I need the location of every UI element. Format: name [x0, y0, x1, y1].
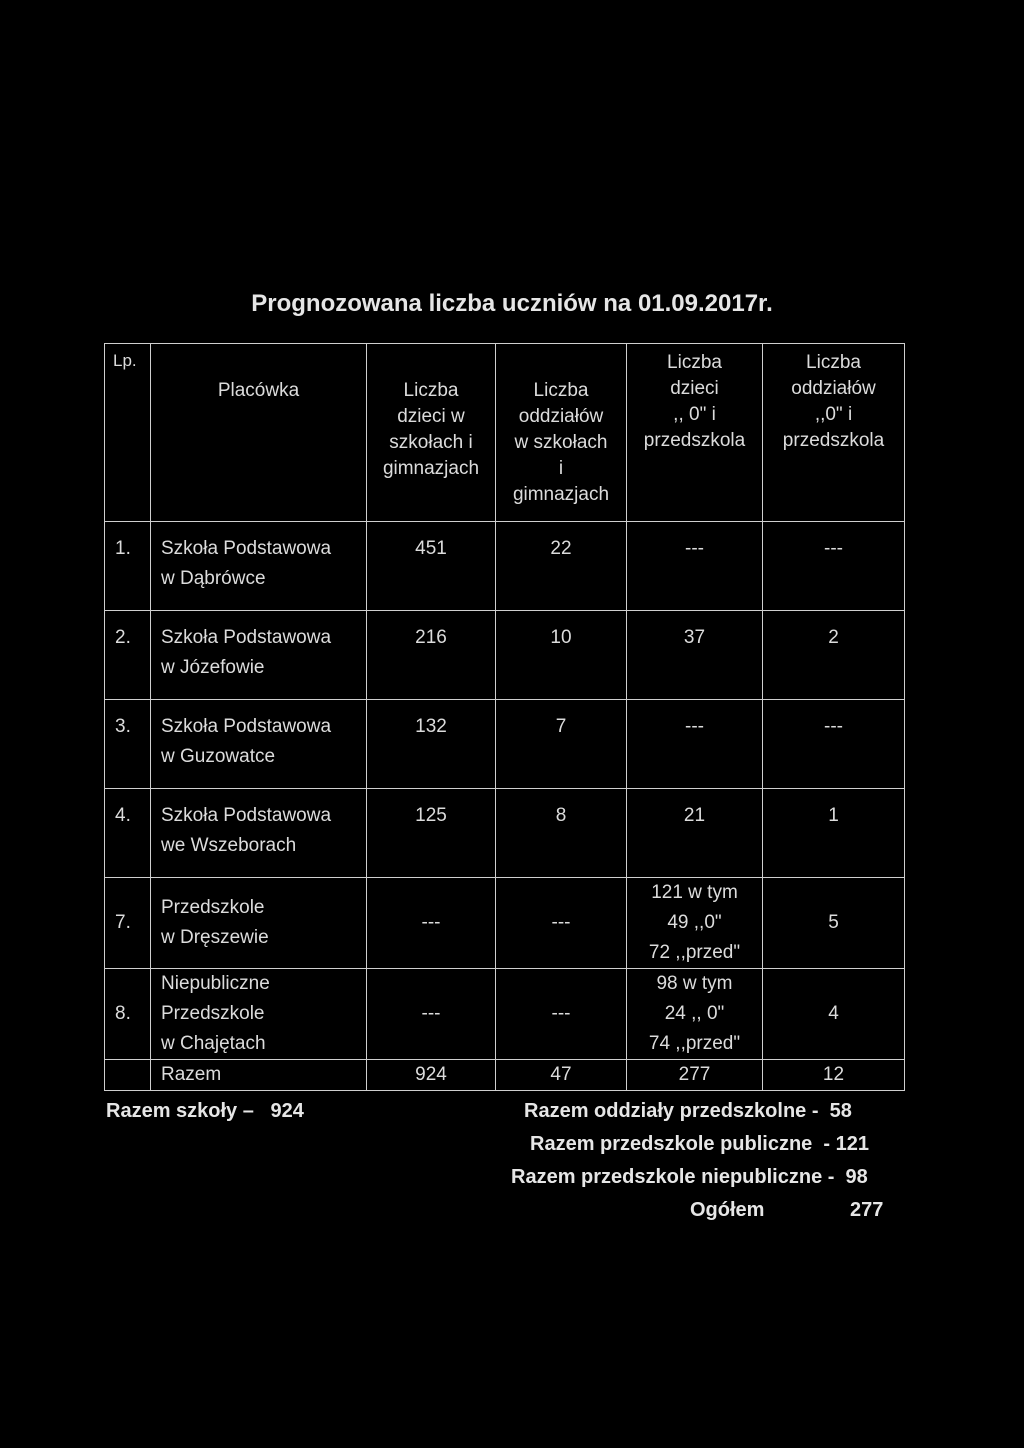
total-children-preschool: 277 [627, 1060, 763, 1091]
cell-children-schools: --- [367, 878, 496, 969]
header-line: i [558, 458, 564, 479]
header-line: Liczba [667, 352, 722, 373]
header-classes-schools [496, 344, 627, 522]
cell-classes-schools: --- [496, 878, 627, 969]
summary-private-preschool: Razem przedszkole niepubliczne - 98 [511, 1166, 868, 1188]
header-line: Liczba [403, 380, 459, 401]
summary-total-label: Ogółem [690, 1199, 765, 1221]
row-institution [151, 700, 367, 789]
cell-children-schools: 216 [367, 611, 496, 700]
institution-line: w Dręszewie [161, 927, 269, 948]
row-institution [151, 878, 367, 969]
cell-classes-schools: 22 [496, 522, 627, 611]
row-number: 7. [105, 878, 151, 969]
table-row [105, 969, 905, 1060]
row-number: 2. [105, 611, 151, 700]
table-row [105, 700, 905, 789]
cell-classes-preschool: 2 [763, 611, 905, 700]
row-number-empty [105, 1060, 151, 1091]
cell-children-schools: --- [367, 969, 496, 1060]
document-title: Prognozowana liczba uczniów na 01.09.2017r. [251, 290, 773, 317]
institution-line: Niepubliczne [161, 973, 270, 994]
cell-classes-schools: 7 [496, 700, 627, 789]
summary-schools: Razem szkoły – 924 [106, 1100, 304, 1122]
institution-line: w Guzowatce [161, 746, 276, 767]
summary-public-preschool: Razem przedszkole publiczne - 121 [530, 1133, 869, 1155]
cell-classes-preschool: --- [763, 522, 905, 611]
total-classes-schools: 47 [496, 1060, 627, 1091]
cell-children-preschool: 37 [627, 611, 763, 700]
header-line: dzieci [670, 378, 719, 399]
header-line: przedszkola [643, 430, 746, 451]
cell-children-preschool: 21 [627, 789, 763, 878]
cell-classes-preschool: 1 [763, 789, 905, 878]
institution-line: w Dąbrówce [161, 568, 266, 589]
row-number: 4. [105, 789, 151, 878]
cell-classes-preschool: 5 [763, 878, 905, 969]
preschool-breakdown-line: 98 w tym [656, 973, 733, 994]
institution-line: Szkoła Podstawowa [161, 627, 332, 648]
header-line: gimnazjach [382, 458, 480, 479]
total-label: Razem [151, 1060, 367, 1091]
table-row [105, 611, 905, 700]
table-row [105, 878, 905, 969]
header-line: oddziałów [791, 378, 876, 399]
total-children-schools: 924 [367, 1060, 496, 1091]
row-institution [151, 611, 367, 700]
header-classes-preschool [763, 344, 905, 522]
header-line: Liczba [533, 380, 589, 401]
cell-children-preschool [627, 878, 763, 969]
preschool-breakdown-line: 74 ,,przed" [648, 1033, 741, 1054]
header-placowka: Placówka [151, 344, 367, 522]
header-line: w szkołach [514, 432, 608, 453]
cell-classes-schools: 8 [496, 789, 627, 878]
cell-children-preschool: --- [627, 700, 763, 789]
cell-children-preschool: --- [627, 522, 763, 611]
total-row [105, 1060, 905, 1091]
institution-line: w Józefowie [161, 657, 265, 678]
cell-classes-preschool: --- [763, 700, 905, 789]
preschool-breakdown-line: 121 w tym [651, 882, 738, 903]
cell-children-schools: 132 [367, 700, 496, 789]
row-number: 3. [105, 700, 151, 789]
preschool-breakdown-line: 49 ,,0" [667, 912, 722, 933]
students-table [104, 343, 905, 1091]
institution-line: w Chajętach [161, 1033, 266, 1054]
institution-line: we Wszeborach [161, 835, 297, 856]
row-institution [151, 522, 367, 611]
cell-classes-preschool: 4 [763, 969, 905, 1060]
header-children-preschool [627, 344, 763, 522]
preschool-breakdown-line: 24 ,, 0" [664, 1003, 725, 1024]
header-line: gimnazjach [512, 484, 610, 505]
institution-line: Przedszkole [161, 1003, 265, 1024]
header-lp: Lp. [105, 344, 151, 522]
cell-children-schools: 125 [367, 789, 496, 878]
total-classes-preschool: 12 [763, 1060, 905, 1091]
summary-preschool-classes: Razem oddziały przedszkolne - 58 [524, 1100, 852, 1122]
institution-line: Szkoła Podstawowa [161, 538, 332, 559]
header-line: szkołach i [389, 432, 473, 453]
summary-total-value: 277 [850, 1199, 884, 1221]
row-number: 8. [105, 969, 151, 1060]
header-line: przedszkola [782, 430, 885, 451]
header-children-schools [367, 344, 496, 522]
cell-children-schools: 451 [367, 522, 496, 611]
cell-classes-schools: 10 [496, 611, 627, 700]
row-institution [151, 789, 367, 878]
institution-line: Szkoła Podstawowa [161, 805, 332, 826]
cell-children-preschool [627, 969, 763, 1060]
header-line: dzieci w [397, 406, 465, 427]
header-line: Liczba [806, 352, 861, 373]
table-row [105, 522, 905, 611]
header-line: ,,0" i [814, 404, 853, 425]
header-line: oddziałów [518, 406, 604, 427]
header-line: ,, 0" i [673, 404, 716, 425]
table-row [105, 789, 905, 878]
cell-classes-schools: --- [496, 969, 627, 1060]
row-number: 1. [105, 522, 151, 611]
institution-line: Przedszkole [161, 897, 265, 918]
row-institution [151, 969, 367, 1060]
preschool-breakdown-line: 72 ,,przed" [648, 942, 741, 963]
institution-line: Szkoła Podstawowa [161, 716, 332, 737]
